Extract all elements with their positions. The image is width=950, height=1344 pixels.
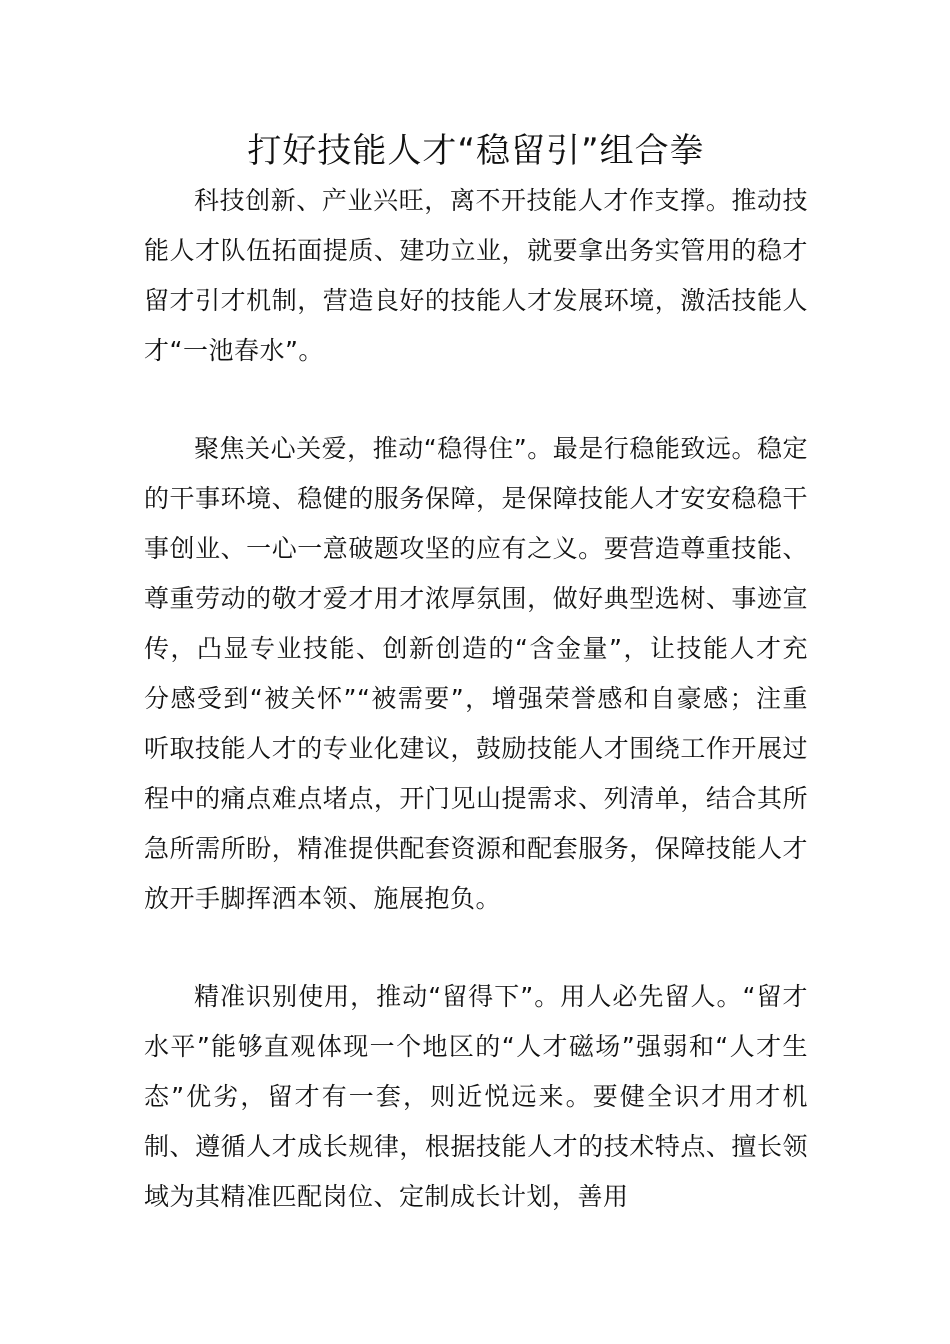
paragraph-intro: 科技创新、产业兴旺，离不开技能人才作支撑。推动技能人才队伍拓面提质、建功立业，就要拿出务实管用的稳才留才引才机制，营造良好的技能人才发展环境，激活技能人才“一池春水”。 <box>144 186 808 365</box>
paragraph-stable: 聚焦关心关爱，推动“稳得住”。最是行稳能致远。稳定的干事环境、稳健的服务保障，是保障技能人才安安稳稳干事创业、一心一意破题攻坚的应有之义。要营造尊重技能、尊重劳动的敬才爱才用才浓厚氛围，做好典型选树、事迹宣传，凸显专业技能、创新创造的“含金量”，让技能人才充分感受到“被关怀”“被需要”，增强荣誉感和自豪感；注重听取技能人才的专业化建议，鼓励技能人才围绕工作开展过程中的痛点难点堵点，开门见山提需求、列清单，结合其所急所需所盼，精准提供配套资源和配套服务，保障技能人才放开手脚挥洒本领、施展抱负。 <box>144 434 808 913</box>
paragraph-retain: 精准识别使用，推动“留得下”。用人必先留人。“留才水平”能够直观体现一个地区的“人才磁场”强弱和“人才生态”优劣，留才有一套，则近悦远来。要健全识才用才机制、遵循人才成长规律，根据技能人才的技术特点、擅长领域为其精准匹配岗位、定制成长计划，善用 <box>144 982 808 1211</box>
document-title: 打好技能人才“稳留引”组合拳 <box>247 131 705 171</box>
document-page <box>144 128 808 1222</box>
